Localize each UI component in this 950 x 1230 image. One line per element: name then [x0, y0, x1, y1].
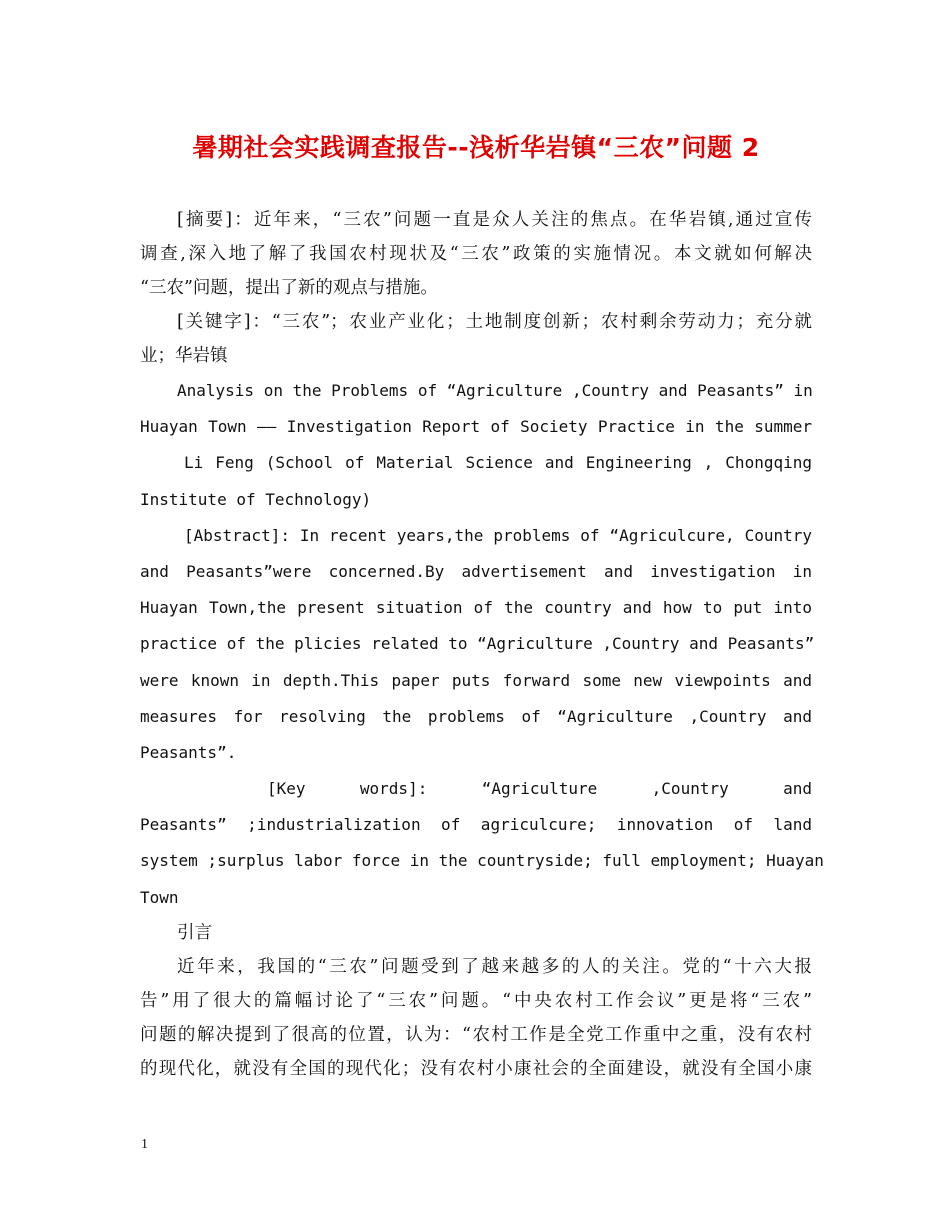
page-number: 1: [141, 1137, 148, 1152]
intro-paragraph-line: 问题的解决提到了很高的位置，认为：“农村工作是全党工作重中之重，没有农村: [140, 1024, 812, 1045]
keywords-cn-line: 业；华岩镇: [140, 346, 228, 366]
english-title-line: Analysis on the Problems of “Agriculture ,Country and Peasants” in: [177, 381, 813, 400]
intro-paragraph-line: 的现代化，就没有全国的现代化；没有农村小康社会的全面建设，就没有全国小康: [140, 1058, 812, 1079]
abstract-cn-line: [摘要]：近年来，“三农”问题一直是众人关注的焦点。在华岩镇,通过宣传: [177, 210, 812, 230]
abstract-en-line: measures for resolving the problems of “Agriculture ,Country and: [140, 706, 812, 726]
abstract-en-line: practice of the plicies related to “Agriculture ,Country and Peasants”: [140, 634, 815, 654]
abstract-en-line: [Abstract]: In recent years,the problems of “Agriculcure, Country: [184, 525, 812, 545]
abstract-en-line: Peasants”.: [140, 742, 237, 762]
abstract-cn-line: 调查,深入地了解了我国农村现状及“三农”政策的实施情况。本文就如何解决: [140, 244, 812, 264]
abstract-en-line: were known in depth.This paper puts forward some new viewpoints and: [140, 670, 812, 690]
section-heading-introduction: 引言: [177, 922, 212, 943]
intro-paragraph-line: 告”用了很大的篇幅讨论了“三农”问题。“中央农村工作会议”更是将“三农”: [140, 990, 812, 1011]
english-title-line: Huayan Town —— Investigation Report of Society Practice in the summer: [140, 417, 812, 437]
abstract-cn-line: “三农”问题，提出了新的观点与措施。: [140, 278, 438, 298]
author-line: Institute of Technology): [140, 489, 372, 509]
keywords-en-line: system ;surplus labor force in the countryside; full employment; Huayan: [140, 851, 824, 871]
keywords-en-line: Peasants” ;industrialization of agriculcure; innovation of land: [140, 815, 812, 835]
document-body: [140, 203, 824, 1086]
intro-paragraph-line: 近年来，我国的“三农”问题受到了越来越多的人的关注。党的“十六大报: [177, 956, 812, 977]
document-title: 暑期社会实践调查报告--浅析华岩镇“三农”问题 2: [192, 133, 760, 162]
abstract-en-line: Huayan Town,the present situation of the country and how to put into: [140, 598, 812, 618]
author-line: Li Feng (School of Material Science and Engineering , Chongqing: [184, 453, 812, 473]
abstract-en-line: and Peasants”were concerned.By advertisement and investigation in: [140, 561, 812, 581]
keywords-cn-line: [关键字]：“三农”；农业产业化；土地制度创新；农村剩余劳动力；充分就: [177, 312, 812, 332]
keywords-en-line: [Key words]: “Agriculture ,Country and: [267, 779, 812, 799]
keywords-en-line: Town: [140, 887, 179, 907]
